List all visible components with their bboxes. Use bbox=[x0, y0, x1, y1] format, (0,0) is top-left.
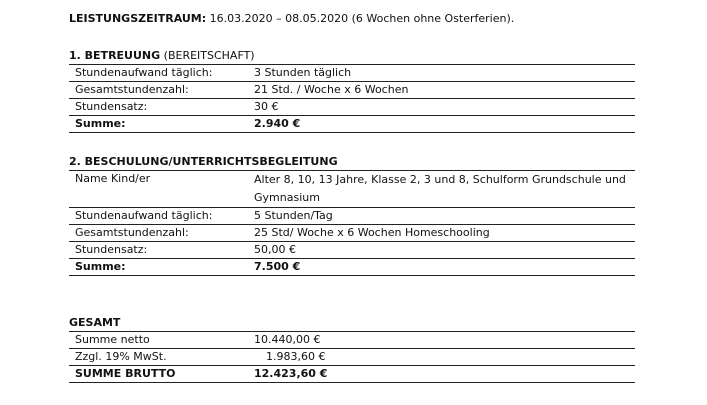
row-label: Gesamtstundenzahl: bbox=[75, 83, 189, 96]
row-value: 30 € bbox=[254, 100, 279, 113]
row-value: 5 Stunden/Tag bbox=[254, 209, 333, 222]
table-row bbox=[69, 208, 635, 225]
table-row-total bbox=[69, 116, 635, 133]
row-label: Stundensatz: bbox=[75, 243, 148, 256]
table-row-total bbox=[69, 366, 635, 383]
table-row-total bbox=[69, 259, 635, 276]
betreuung-title: 1. BETREUUNG bbox=[69, 49, 161, 62]
row-label: Stundenaufwand täglich: bbox=[75, 66, 213, 79]
service-period-label: LEISTUNGSZEITRAUM: bbox=[69, 12, 207, 25]
gesamt-heading bbox=[69, 315, 635, 332]
table-row bbox=[69, 225, 635, 242]
row-value: 2.940 € bbox=[254, 117, 301, 130]
betreuung-subtitle: (BEREITSCHAFT) bbox=[160, 49, 255, 62]
row-value: 7.500 € bbox=[254, 260, 301, 273]
gesamt-title: GESAMT bbox=[69, 316, 121, 329]
table-row bbox=[69, 171, 635, 208]
row-label: Summe: bbox=[75, 260, 126, 273]
row-value: 50,00 € bbox=[254, 243, 296, 256]
service-period-text: 16.03.2020 – 08.05.2020 (6 Wochen ohne Osterferien). bbox=[206, 12, 515, 25]
table-row bbox=[69, 82, 635, 99]
row-value: 10.440,00 € bbox=[254, 333, 321, 346]
service-period bbox=[69, 12, 514, 25]
row-value: Alter 8, 10, 13 Jahre, Klasse 2, 3 und 8, Schulform Grundschule und Gymnasium bbox=[254, 173, 626, 204]
row-label: Summe: bbox=[75, 117, 126, 130]
table-row bbox=[69, 242, 635, 259]
table-row bbox=[69, 349, 635, 366]
row-value: 25 Std/ Woche x 6 Wochen Homeschooling bbox=[254, 226, 490, 239]
beschulung-heading bbox=[69, 154, 635, 171]
gesamt-table bbox=[69, 315, 635, 383]
row-value: 21 Std. / Woche x 6 Wochen bbox=[254, 83, 409, 96]
betreuung-table bbox=[69, 48, 635, 133]
table-row bbox=[69, 99, 635, 116]
row-label: Name Kind/er bbox=[75, 172, 151, 185]
row-label: Stundensatz: bbox=[75, 100, 148, 113]
row-value: 12.423,60 € bbox=[254, 367, 328, 380]
row-label: SUMME BRUTTO bbox=[75, 367, 176, 380]
table-row bbox=[69, 332, 635, 349]
betreuung-heading bbox=[69, 48, 635, 65]
row-label: Summe netto bbox=[75, 333, 150, 346]
table-row bbox=[69, 65, 635, 82]
row-label: Stundenaufwand täglich: bbox=[75, 209, 213, 222]
beschulung-table bbox=[69, 154, 635, 276]
beschulung-title: 2. BESCHULUNG/UNTERRICHTSBEGLEITUNG bbox=[69, 155, 338, 168]
row-value: 1.983,60 € bbox=[266, 350, 326, 363]
row-label: Gesamtstundenzahl: bbox=[75, 226, 189, 239]
row-label: Zzgl. 19% MwSt. bbox=[75, 350, 167, 363]
row-value: 3 Stunden täglich bbox=[254, 66, 352, 79]
